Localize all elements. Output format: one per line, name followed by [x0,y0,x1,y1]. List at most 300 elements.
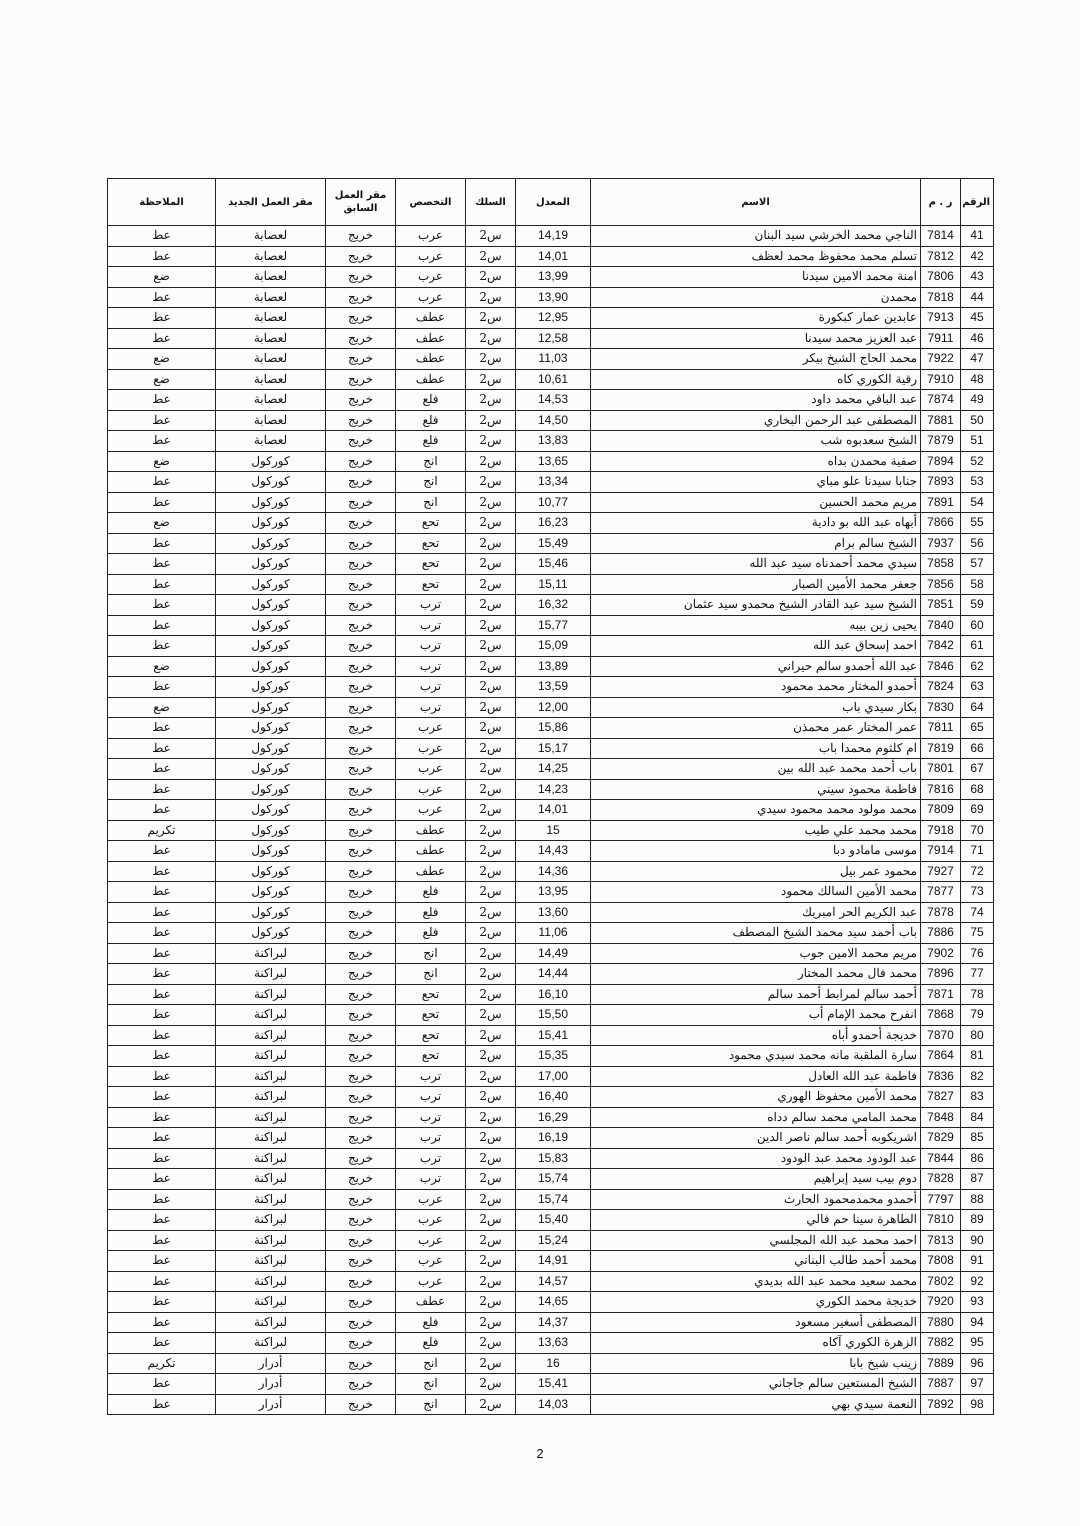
cell-average: 10,61 [516,369,591,390]
cell-num: 59 [961,595,994,616]
cell-note: ضع [108,697,216,718]
cell-grade: س2 [466,615,516,636]
table-row [108,841,994,862]
cell-new-workplace: لبراكنة [216,1148,326,1169]
cell-grade: س2 [466,1251,516,1272]
cell-average: 13,59 [516,677,591,698]
cell-average: 17,00 [516,1066,591,1087]
cell-name: عبد العزيز محمد سيدنا [591,328,921,349]
cell-num: 70 [961,820,994,841]
cell-name: اشريكوبه أحمد سالم ناصر الدين [591,1128,921,1149]
table-row [108,861,994,882]
cell-average: 14,44 [516,964,591,985]
cell-num: 43 [961,267,994,288]
cell-new-workplace: كوركول [216,472,326,493]
cell-specialty: انج [396,1374,466,1395]
cell-name: انفرح محمد الإمام أب [591,1005,921,1026]
cell-previous-workplace: خريج [326,410,396,431]
cell-new-workplace: كوركول [216,923,326,944]
cell-num: 93 [961,1292,994,1313]
table-row [108,431,994,452]
cell-previous-workplace: خريج [326,1025,396,1046]
cell-rm: 7892 [921,1394,961,1415]
cell-rm: 7889 [921,1353,961,1374]
cell-average: 13,89 [516,656,591,677]
cell-previous-workplace: خريج [326,595,396,616]
cell-new-workplace: كوركول [216,615,326,636]
cell-note: عط [108,615,216,636]
cell-average: 13,90 [516,287,591,308]
cell-rm: 7887 [921,1374,961,1395]
cell-name: محمد المامي محمد سالم دداه [591,1107,921,1128]
cell-grade: س2 [466,636,516,657]
cell-name: محمود عمر بيل [591,861,921,882]
cell-name: مريم محمد الحسين [591,492,921,513]
cell-new-workplace: لبراكنة [216,943,326,964]
cell-name: محمدن [591,287,921,308]
cell-rm: 7816 [921,779,961,800]
cell-num: 48 [961,369,994,390]
cell-new-workplace: لبراكنة [216,1128,326,1149]
cell-name: عبد الكريم الحر امبريك [591,902,921,923]
cell-grade: س2 [466,882,516,903]
cell-average: 14,65 [516,1292,591,1313]
cell-previous-workplace: خريج [326,308,396,329]
cell-name: الزهرة الكوري آكاه [591,1333,921,1354]
cell-average: 15,17 [516,738,591,759]
cell-num: 50 [961,410,994,431]
cell-rm: 7886 [921,923,961,944]
cell-average: 14,25 [516,759,591,780]
cell-name: المصطفى أسغير مسعود [591,1312,921,1333]
cell-rm: 7910 [921,369,961,390]
cell-specialty: تحع [396,1005,466,1026]
cell-previous-workplace: خريج [326,1046,396,1067]
cell-note: تكريم [108,820,216,841]
cell-num: 58 [961,574,994,595]
table-row [108,656,994,677]
cell-name: عبد الودود محمد عبد الودود [591,1148,921,1169]
cell-num: 45 [961,308,994,329]
cell-num: 47 [961,349,994,370]
cell-previous-workplace: خريج [326,267,396,288]
cell-note: عط [108,677,216,698]
cell-grade: س2 [466,267,516,288]
cell-num: 88 [961,1189,994,1210]
cell-specialty: ترب [396,656,466,677]
cell-name: سارة الملقبة مانه محمد سيدي محمود [591,1046,921,1067]
cell-name: دوم بيب سيد إبراهيم [591,1169,921,1190]
cell-specialty: ترب [396,1128,466,1149]
cell-rm: 7813 [921,1230,961,1251]
cell-specialty: فلع [396,902,466,923]
cell-average: 15,09 [516,636,591,657]
table-row [108,1025,994,1046]
table-row [108,820,994,841]
table-row [108,246,994,267]
cell-num: 44 [961,287,994,308]
cell-num: 80 [961,1025,994,1046]
cell-note: عط [108,923,216,944]
cell-specialty: فلع [396,431,466,452]
cell-average: 14,03 [516,1394,591,1415]
cell-name: الشيخ سالم برام [591,533,921,554]
cell-grade: س2 [466,1374,516,1395]
cell-name: الناجي محمد الخرشي سيد البنان [591,226,921,247]
cell-specialty: فلع [396,410,466,431]
cell-name: النعمة سيدي بهي [591,1394,921,1415]
cell-average: 12,00 [516,697,591,718]
cell-previous-workplace: خريج [326,513,396,534]
table-row [108,513,994,534]
cell-specialty: انج [396,943,466,964]
cell-average: 13,65 [516,451,591,472]
cell-grade: س2 [466,738,516,759]
cell-grade: س2 [466,718,516,739]
cell-name: جعفر محمد الأمين الصبار [591,574,921,595]
cell-note: عط [108,287,216,308]
page-number: 2 [536,1446,544,1461]
cell-new-workplace: لبراكنة [216,1169,326,1190]
table-row [108,1189,994,1210]
cell-average: 15,74 [516,1189,591,1210]
table-row [108,882,994,903]
cell-average: 14,53 [516,390,591,411]
cell-new-workplace: لبراكنة [216,1312,326,1333]
cell-grade: س2 [466,1025,516,1046]
cell-previous-workplace: خريج [326,656,396,677]
cell-average: 15,11 [516,574,591,595]
cell-average: 15,41 [516,1025,591,1046]
cell-name: الشيخ سعدبوه شب [591,431,921,452]
cell-specialty: تحع [396,513,466,534]
cell-previous-workplace: خريج [326,492,396,513]
cell-grade: س2 [466,1189,516,1210]
cell-note: عط [108,1333,216,1354]
cell-specialty: فلع [396,882,466,903]
cell-previous-workplace: خريج [326,882,396,903]
cell-average: 10,77 [516,492,591,513]
cell-previous-workplace: خريج [326,636,396,657]
cell-note: ضع [108,267,216,288]
cell-grade: س2 [466,1169,516,1190]
cell-note: ضع [108,656,216,677]
table-body [108,226,994,1415]
cell-rm: 7866 [921,513,961,534]
cell-previous-workplace: خريج [326,820,396,841]
cell-note: عط [108,800,216,821]
cell-rm: 7922 [921,349,961,370]
cell-note: عط [108,964,216,985]
cell-num: 84 [961,1107,994,1128]
cell-num: 82 [961,1066,994,1087]
cell-rm: 7858 [921,554,961,575]
cell-name: زينب شيخ بابا [591,1353,921,1374]
cell-new-workplace: لبراكنة [216,984,326,1005]
cell-note: عط [108,1251,216,1272]
cell-specialty: عرب [396,1230,466,1251]
cell-specialty: ترب [396,636,466,657]
cell-grade: س2 [466,1394,516,1415]
cell-rm: 7814 [921,226,961,247]
cell-average: 14,01 [516,800,591,821]
cell-rm: 7811 [921,718,961,739]
cell-previous-workplace: خريج [326,1394,396,1415]
cell-new-workplace: كوركول [216,492,326,513]
cell-rm: 7846 [921,656,961,677]
cell-specialty: عرب [396,1271,466,1292]
cell-previous-workplace: خريج [326,287,396,308]
cell-grade: س2 [466,820,516,841]
cell-note: عط [108,738,216,759]
cell-num: 49 [961,390,994,411]
cell-previous-workplace: خريج [326,349,396,370]
cell-new-workplace: كوركول [216,513,326,534]
cell-previous-workplace: خريج [326,1107,396,1128]
cell-grade: س2 [466,759,516,780]
cell-specialty: عطف [396,861,466,882]
table-row [108,636,994,657]
header-note: الملاحظة [108,179,216,226]
cell-grade: س2 [466,779,516,800]
cell-num: 41 [961,226,994,247]
cell-average: 11,03 [516,349,591,370]
cell-grade: س2 [466,677,516,698]
cell-specialty: عرب [396,267,466,288]
cell-note: عط [108,1271,216,1292]
cell-rm: 7818 [921,287,961,308]
cell-new-workplace: لعصابة [216,308,326,329]
cell-average: 14,50 [516,410,591,431]
cell-new-workplace: أدرار [216,1353,326,1374]
cell-rm: 7871 [921,984,961,1005]
cell-rm: 7802 [921,1271,961,1292]
table-row [108,779,994,800]
cell-new-workplace: لبراكنة [216,1230,326,1251]
table-row [108,1128,994,1149]
cell-new-workplace: كوركول [216,861,326,882]
cell-previous-workplace: خريج [326,1210,396,1231]
cell-average: 15,35 [516,1046,591,1067]
cell-average: 13,95 [516,882,591,903]
cell-new-workplace: لعصابة [216,287,326,308]
cell-name: المصطفى عبد الرحمن البخاري [591,410,921,431]
cell-previous-workplace: خريج [326,923,396,944]
cell-previous-workplace: خريج [326,451,396,472]
cell-rm: 7874 [921,390,961,411]
cell-note: عط [108,1394,216,1415]
cell-grade: س2 [466,1066,516,1087]
cell-average: 16,10 [516,984,591,1005]
cell-previous-workplace: خريج [326,1292,396,1313]
cell-num: 94 [961,1312,994,1333]
cell-specialty: عرب [396,1189,466,1210]
cell-specialty: عرب [396,759,466,780]
cell-specialty: تحع [396,554,466,575]
cell-grade: س2 [466,1312,516,1333]
cell-num: 85 [961,1128,994,1149]
cell-note: عط [108,759,216,780]
cell-note: عط [108,308,216,329]
cell-average: 14,19 [516,226,591,247]
cell-specialty: عطف [396,308,466,329]
cell-name: خديجة محمد الكوري [591,1292,921,1313]
cell-name: خديجة أحمدو أباه [591,1025,921,1046]
cell-num: 87 [961,1169,994,1190]
cell-previous-workplace: خريج [326,718,396,739]
cell-new-workplace: كوركول [216,779,326,800]
cell-name: باب أحمد محمد عبد الله بين [591,759,921,780]
table-row [108,984,994,1005]
table-row [108,1087,994,1108]
cell-grade: س2 [466,1271,516,1292]
cell-grade: س2 [466,574,516,595]
table-row [108,451,994,472]
cell-note: ضع [108,513,216,534]
header-average: المعدل [516,179,591,226]
cell-rm: 7893 [921,472,961,493]
cell-num: 90 [961,1230,994,1251]
cell-rm: 7836 [921,1066,961,1087]
cell-specialty: عطف [396,349,466,370]
cell-new-workplace: كوركول [216,574,326,595]
cell-grade: س2 [466,1333,516,1354]
cell-new-workplace: كوركول [216,718,326,739]
cell-average: 14,01 [516,246,591,267]
cell-note: عط [108,1210,216,1231]
table-row [108,615,994,636]
cell-num: 86 [961,1148,994,1169]
cell-new-workplace: لبراكنة [216,1189,326,1210]
cell-previous-workplace: خريج [326,841,396,862]
cell-previous-workplace: خريج [326,1189,396,1210]
cell-num: 73 [961,882,994,903]
cell-average: 13,63 [516,1333,591,1354]
cell-specialty: انج [396,1353,466,1374]
cell-grade: س2 [466,451,516,472]
cell-average: 14,49 [516,943,591,964]
cell-specialty: عرب [396,226,466,247]
cell-new-workplace: كوركول [216,902,326,923]
cell-grade: س2 [466,349,516,370]
cell-new-workplace: كوركول [216,451,326,472]
cell-previous-workplace: خريج [326,1087,396,1108]
table-row [108,943,994,964]
cell-previous-workplace: خريج [326,861,396,882]
table-row [108,1169,994,1190]
table-row [108,349,994,370]
cell-num: 52 [961,451,994,472]
cell-name: أبهاه عبد الله بو دادية [591,513,921,534]
cell-grade: س2 [466,410,516,431]
cell-rm: 7830 [921,697,961,718]
cell-grade: س2 [466,328,516,349]
cell-grade: س2 [466,697,516,718]
cell-new-workplace: لبراكنة [216,1210,326,1231]
cell-rm: 7914 [921,841,961,862]
cell-note: عط [108,1292,216,1313]
cell-num: 42 [961,246,994,267]
table-row [108,554,994,575]
cell-new-workplace: كوركول [216,656,326,677]
cell-rm: 7848 [921,1107,961,1128]
cell-num: 97 [961,1374,994,1395]
cell-previous-workplace: خريج [326,246,396,267]
cell-specialty: عرب [396,738,466,759]
cell-specialty: عرب [396,287,466,308]
cell-previous-workplace: خريج [326,964,396,985]
cell-average: 16 [516,1353,591,1374]
cell-num: 71 [961,841,994,862]
cell-grade: س2 [466,287,516,308]
cell-specialty: عرب [396,779,466,800]
cell-average: 15,50 [516,1005,591,1026]
cell-specialty: عطف [396,841,466,862]
header-new-workplace: مقر العمل الجديد [216,179,326,226]
table-row [108,759,994,780]
cell-note: عط [108,1025,216,1046]
table-row [108,1292,994,1313]
cell-note: عط [108,246,216,267]
cell-name: محمد الحاج الشيخ بيكر [591,349,921,370]
cell-name: جنابا سيدنا علو مباي [591,472,921,493]
cell-name: بكار سيدي باب [591,697,921,718]
cell-grade: س2 [466,800,516,821]
cell-grade: س2 [466,472,516,493]
cell-new-workplace: لبراكنة [216,1005,326,1026]
table-row [108,902,994,923]
cell-name: فاطمة عبد الله العادل [591,1066,921,1087]
cell-specialty: عرب [396,718,466,739]
cell-previous-workplace: خريج [326,1312,396,1333]
cell-rm: 7878 [921,902,961,923]
cell-new-workplace: كوركول [216,800,326,821]
cell-note: عط [108,410,216,431]
table-row [108,492,994,513]
cell-new-workplace: لبراكنة [216,1333,326,1354]
cell-previous-workplace: خريج [326,1333,396,1354]
cell-new-workplace: لعصابة [216,390,326,411]
cell-new-workplace: لبراكنة [216,1087,326,1108]
cell-name: عمر المختار عمر محمذن [591,718,921,739]
cell-note: عط [108,533,216,554]
cell-num: 66 [961,738,994,759]
cell-note: عط [108,779,216,800]
cell-note: عط [108,1230,216,1251]
header-name: الاسم [591,179,921,226]
cell-new-workplace: كوركول [216,595,326,616]
cell-note: عط [108,1312,216,1333]
cell-num: 77 [961,964,994,985]
header-previous-workplace: مقر العمل السابق [326,179,396,226]
cell-average: 16,23 [516,513,591,534]
cell-specialty: ترب [396,697,466,718]
cell-previous-workplace: خريج [326,472,396,493]
cell-previous-workplace: خريج [326,1005,396,1026]
cell-num: 67 [961,759,994,780]
cell-grade: س2 [466,656,516,677]
cell-note: عط [108,472,216,493]
cell-name: أحمدو محمدمحمود الحارث [591,1189,921,1210]
cell-average: 13,99 [516,267,591,288]
cell-rm: 7880 [921,1312,961,1333]
cell-rm: 7864 [921,1046,961,1067]
cell-note: عط [108,1107,216,1128]
header-specialty: التخصص [396,179,466,226]
cell-rm: 7891 [921,492,961,513]
table-row [108,574,994,595]
cell-new-workplace: لبراكنة [216,1066,326,1087]
